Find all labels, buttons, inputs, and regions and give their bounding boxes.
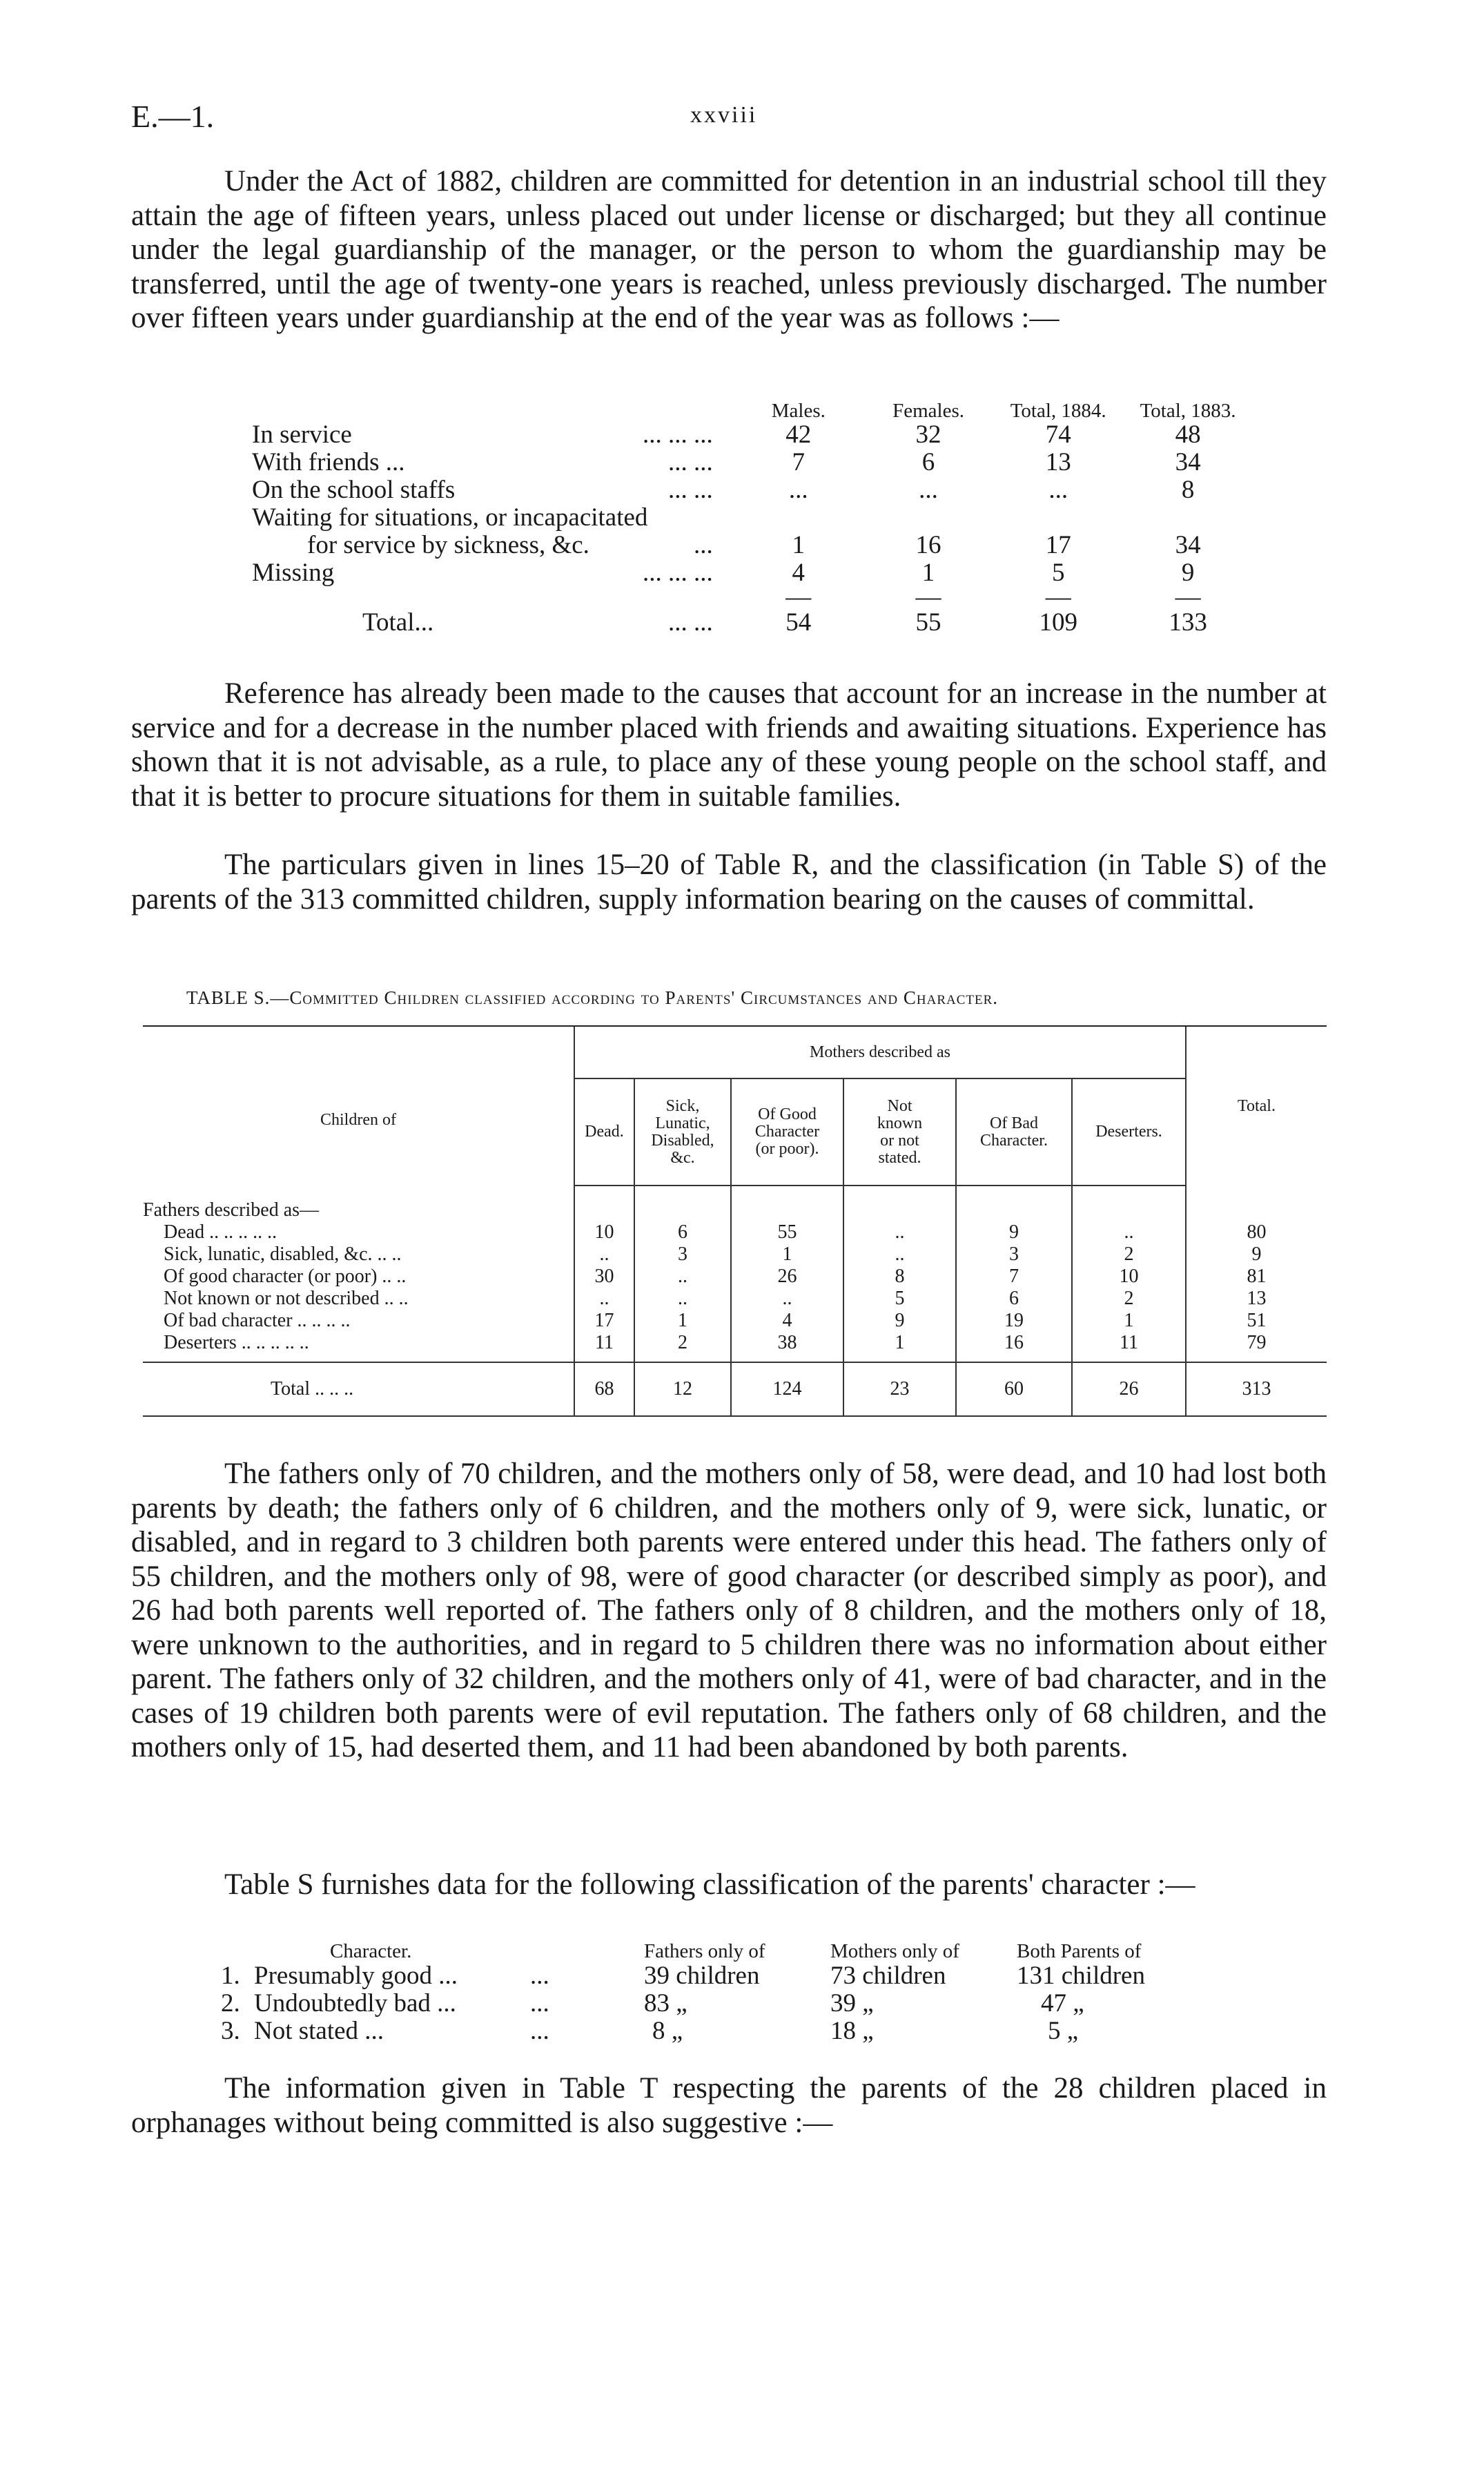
gt-header-total-1883: Total, 1883. (1140, 400, 1236, 422)
gt-row-label: Missing (252, 559, 335, 587)
gt-row-label: In service (252, 420, 352, 449)
ct-cell: 5 „ (1048, 2017, 1079, 2045)
table-s-cell: 55 (731, 1221, 843, 1244)
table-s-total-cell: 23 (843, 1362, 956, 1416)
gt-row-dots: ... (694, 531, 713, 559)
table-s-cell: 81 (1186, 1266, 1327, 1288)
table-s-cell: 13 (1186, 1288, 1327, 1310)
table-s-cell: 2 (1072, 1244, 1186, 1266)
gt-row-dots: ... ... (668, 476, 713, 504)
ct-cell: 83 „ (644, 1989, 687, 2017)
table-s-row-label: Of bad character .. .. .. .. (164, 1310, 351, 1331)
ct-row (221, 1962, 1196, 1990)
gt-cell: 8 (1181, 476, 1195, 504)
gt-cell: 6 (921, 448, 935, 476)
gt-row-label: On the school staffs (252, 476, 456, 504)
gt-row-dots: ... ... ... (643, 420, 713, 449)
classification-table (221, 1940, 1196, 2045)
paragraph-table-s-furnishes: Table S furnishes data for the following classification of the parents' character :— (224, 1868, 1195, 1901)
table-s-cell: 9 (956, 1221, 1072, 1244)
divider: — (915, 583, 941, 611)
table-s-section-label: Fathers described as— (143, 1199, 320, 1221)
table-s-cell: 8 (843, 1266, 956, 1288)
gt-cell: ... (919, 476, 938, 504)
gt-row-label: Waiting for situations, or incapacitated (252, 503, 648, 532)
table-s-cell: 2 (634, 1332, 731, 1354)
table-s-col-header: Not known or not stated. (843, 1078, 956, 1186)
paragraph-fathers-mothers: The fathers only of 70 children, and the mothers only of 58, were dead, and 10 had lost both parents by death; the fathers only of 6 children, and the mothers only of 9, were sick, lunatic, or disabled, and in regard to 3 children both parents were entered under this head. The fathers only of 55 children, and the mothers only of 98, were of good character (or described simply as poor), and 26 had both parents well reported of. The fathers only of 8 children, and the mothers only of 18, were unknown to the authorities, and in regard to 5 children there was no information about either parent. The fathers only of 32 children, and the mothers only of 41, were of bad character, and in the cases of 19 children both parents were of evil reputation. The fathers only of 68 children, and the mothers only of 15, had deserted them, and 11 had been abandoned by both parents. (131, 1458, 1327, 1763)
table-s-row-label: Sick, lunatic, disabled, &c. .. .. (164, 1244, 402, 1265)
table-s-cell: 80 (1186, 1221, 1327, 1244)
gt-cell: ... (1048, 476, 1068, 504)
paragraph-guardianship: Under the Act of 1882, children are committed for detention in an industrial school till they attain the age of fifteen years, unless placed out under license or discharged; but they all continue under the legal guardianship of the manager, or the person to whom the guardianship may be transferred, until the age of twenty-one years is reached, unless previously discharged. The number over fifteen years under guardianship at the end of the year was as follows :— (131, 165, 1327, 334)
table-s-row (143, 1288, 1327, 1310)
gt-total-cell: 55 (915, 608, 941, 637)
table-s-cell: 17 (574, 1310, 634, 1332)
table-s-total-cell: 60 (956, 1362, 1072, 1416)
table-s-cell: 1 (1072, 1310, 1186, 1332)
table-s-row-label: Not known or not described .. .. (164, 1288, 409, 1309)
header-ref: E.—1. (131, 99, 215, 134)
table-s-cell: 11 (574, 1332, 634, 1354)
table-s-total-cell: 313 (1186, 1362, 1327, 1416)
gt-header-total-1884: Total, 1884. (1010, 400, 1106, 422)
table-s-total-cell: 12 (634, 1362, 731, 1416)
table-s-cell: 1 (731, 1244, 843, 1266)
gt-cell: 5 (1051, 559, 1065, 587)
table-s-cell: 19 (956, 1310, 1072, 1332)
gt-cell: 74 (1045, 420, 1071, 449)
gt-cell: 48 (1175, 420, 1201, 449)
table-s-cell: 6 (634, 1221, 731, 1244)
divider: — (1045, 583, 1071, 611)
table-s-cell: .. (634, 1266, 731, 1288)
ct-cell: 39 children (644, 1962, 760, 1990)
gt-row (252, 532, 1253, 559)
ct-dots: ... (530, 1989, 549, 2017)
ct-cell: 47 „ (1041, 1989, 1084, 2017)
table-s-row (143, 1244, 1327, 1266)
table-s-cell: 16 (956, 1332, 1072, 1354)
gt-cell: 34 (1175, 531, 1201, 559)
table-s-cell: 6 (956, 1288, 1072, 1310)
gt-total-cell: 54 (785, 608, 812, 637)
ct-dots: ... (530, 1962, 549, 1990)
page-number: xxviii (690, 102, 758, 128)
table-s-total-header: Total. (1186, 1027, 1327, 1186)
ct-row (221, 2017, 1196, 2045)
gt-cell: 7 (792, 448, 806, 476)
gt-row-dots: ... ... ... (643, 559, 713, 587)
gt-cell: 34 (1175, 448, 1201, 476)
ct-label: Not stated ... (254, 2017, 384, 2045)
table-s-cell: 10 (1072, 1266, 1186, 1288)
table-s-title (186, 987, 998, 1009)
ct-cell: 73 children (830, 1962, 946, 1990)
table-s-row-label: Deserters .. .. .. .. .. (164, 1332, 309, 1353)
ct-header-character: Character. (330, 1940, 412, 1962)
divider: — (1175, 583, 1201, 611)
gt-cell: 42 (785, 420, 812, 449)
table-s-cell: 9 (843, 1310, 956, 1332)
paragraph-table-t: The information given in Table T respecting the parents of the 28 children placed in orphanages without being committed is also suggestive :— (131, 2072, 1327, 2139)
table-s-title-prefix: TABLE S.— (186, 987, 290, 1008)
table-s-row (143, 1266, 1327, 1288)
table-s-group-header: Mothers described as (574, 1027, 1186, 1078)
table-s-cell: .. (843, 1221, 956, 1244)
gt-cell: ... (788, 476, 808, 504)
table-s-cell: 7 (956, 1266, 1072, 1288)
table-s-cell: 30 (574, 1266, 634, 1288)
gt-row-dots: ... ... (668, 448, 713, 476)
gt-header-males: Males. (771, 400, 826, 422)
table-s-cell: 4 (731, 1310, 843, 1332)
gt-header-females: Females. (892, 400, 964, 422)
gt-row (252, 559, 1253, 587)
ct-cell: 39 „ (830, 1989, 874, 2017)
ct-label: Undoubtedly bad ... (254, 1989, 456, 2017)
divider: — (785, 583, 812, 611)
table-s-col-header: Deserters. (1072, 1078, 1186, 1186)
table-s-cell: 79 (1186, 1332, 1327, 1354)
gt-row-label: for service by sickness, &c. (307, 531, 589, 559)
ct-label: Presumably good ... (254, 1962, 458, 1990)
table-s-title-text: Committed Children classified according to Parents' Circumstances and Character. (289, 987, 999, 1008)
table-s-total-cell: 26 (1072, 1362, 1186, 1416)
table-s-cell: 9 (1186, 1244, 1327, 1266)
ct-num: 3. (221, 2017, 240, 2045)
gt-total-cell: 133 (1169, 608, 1207, 637)
table-s-row (143, 1310, 1327, 1332)
table-s-cell: 10 (574, 1221, 634, 1244)
ct-header-fathers: Fathers only of (644, 1940, 765, 1962)
paragraph-reference: Reference has already been made to the causes that account for an increase in the number at service and for a decrease in the number placed with friends and awaiting situations. Experience has shown that it is not advisable, as a rule, to place any of these young people on the school staff, and that it is better to procure situations for them in suitable families. (131, 677, 1327, 813)
table-s-total-row (143, 1362, 1327, 1416)
gt-cell: 4 (792, 559, 806, 587)
table-s-cell: .. (843, 1244, 956, 1266)
table-s-col-header: Of Bad Character. (956, 1078, 1072, 1186)
ct-header-both: Both Parents of (1017, 1940, 1142, 1962)
table-s-cell: .. (634, 1288, 731, 1310)
gt-cell: 1 (792, 531, 806, 559)
ct-dots: ... (530, 2017, 549, 2045)
table-s-cell: .. (731, 1288, 843, 1310)
table-s-col-header: Sick, Lunatic, Disabled, &c. (634, 1078, 731, 1186)
table-s-col-header: Dead. (574, 1078, 634, 1186)
table-s-row-label: Dead .. .. .. .. .. (164, 1221, 277, 1243)
table-s-cell: 1 (634, 1310, 731, 1332)
table-s-col-header: Of Good Character (or poor). (731, 1078, 843, 1186)
table-s-row-header: Children of (320, 1110, 396, 1129)
table-s-cell: .. (574, 1288, 634, 1310)
table-s-cell: 51 (1186, 1310, 1327, 1332)
gt-total-label: Total... (362, 608, 434, 637)
table-s-cell: 38 (731, 1332, 843, 1354)
gt-row (252, 476, 1253, 504)
ct-num: 2. (221, 1989, 240, 2017)
gt-row-label: With friends ... (252, 448, 405, 476)
ct-cell: 131 children (1017, 1962, 1145, 1990)
gt-total-row (252, 608, 1253, 637)
table-s-cell: 26 (731, 1266, 843, 1288)
gt-cell: 16 (915, 531, 941, 559)
table-s-cell: 11 (1072, 1332, 1186, 1354)
gt-cell: 17 (1045, 531, 1071, 559)
table-s-cell: 3 (634, 1244, 731, 1266)
table-s-total-cell: 68 (574, 1362, 634, 1416)
guardianship-table (252, 400, 1253, 637)
table-s-cell: 1 (843, 1332, 956, 1354)
table-s-row (143, 1221, 1327, 1244)
table-s (143, 1025, 1327, 1417)
ct-cell: 8 „ (652, 2017, 683, 2045)
paragraph-particulars: The particulars given in lines 15–20 of Table R, and the classification (in Table S) of the parents of the 313 committed children, supply information bearing on the causes of committal. (131, 849, 1327, 916)
gt-cell: 13 (1045, 448, 1071, 476)
gt-cell: 9 (1181, 559, 1195, 587)
table-s-cell: 5 (843, 1288, 956, 1310)
ct-header-mothers: Mothers only of (830, 1940, 959, 1962)
table-s-cell: 2 (1072, 1288, 1186, 1310)
table-s-cell: 3 (956, 1244, 1072, 1266)
table-s-total-label: Total .. .. .. (143, 1362, 574, 1416)
ct-row (221, 1990, 1196, 2017)
ct-cell: 18 „ (830, 2017, 874, 2045)
gt-cell: 32 (915, 420, 941, 449)
gt-row (252, 421, 1253, 449)
gt-row-dots: ... ... (668, 608, 713, 637)
ct-num: 1. (221, 1962, 240, 1990)
table-s-cell: .. (574, 1244, 634, 1266)
gt-total-cell: 109 (1039, 608, 1077, 637)
gt-row (252, 504, 1253, 532)
table-s-row-label: Of good character (or poor) .. .. (164, 1266, 407, 1287)
table-s-row (143, 1332, 1327, 1354)
table-s-total-cell: 124 (731, 1362, 843, 1416)
table-s-cell: .. (1072, 1221, 1186, 1244)
gt-row (252, 449, 1253, 476)
gt-cell: 1 (921, 559, 935, 587)
